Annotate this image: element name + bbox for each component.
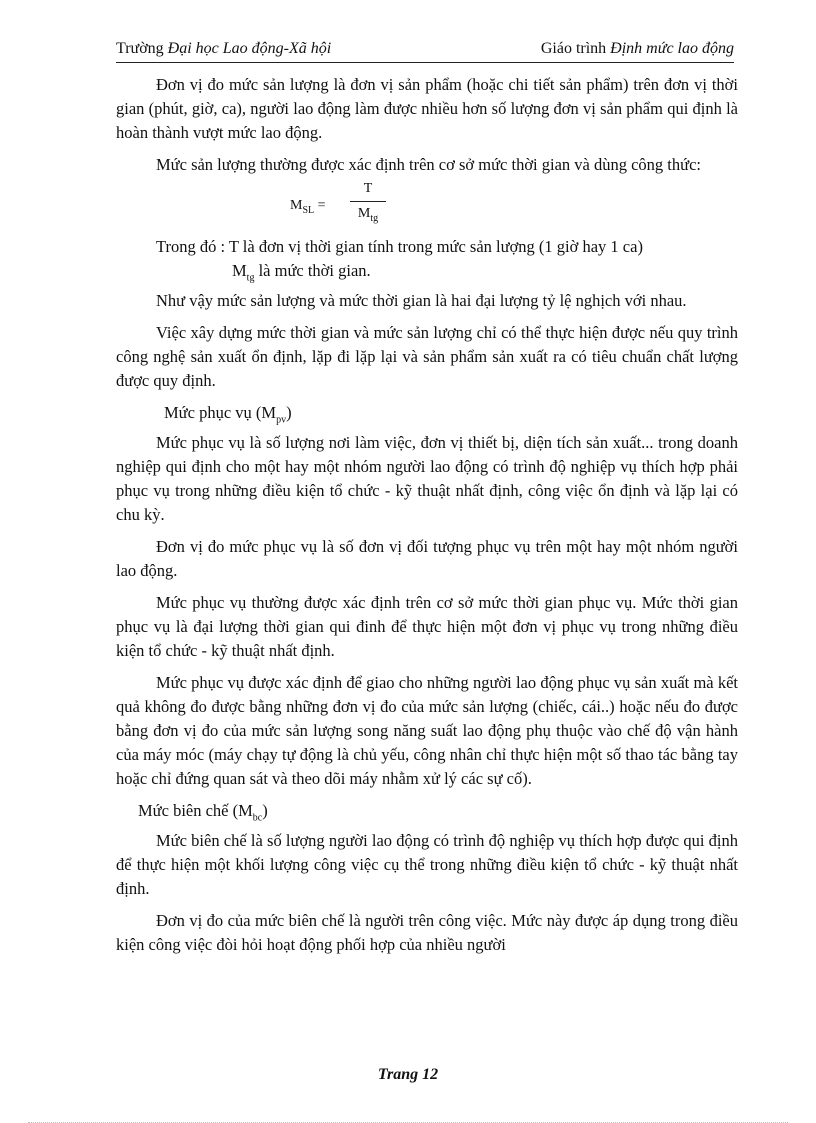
formula-msl <box>116 177 738 235</box>
section-heading-muc-bien-che: Mức biên chế $(M_{bc})$ <box>138 801 268 824</box>
paragraph: Đơn vị đo mức phục vụ là số đơn vị đối tượng phục vụ trên một hay một nhóm người lao động. <box>116 537 738 580</box>
formula-legend <box>116 235 738 283</box>
paragraph: Đơn vị đo mức sản lượng là đơn vị sản phẩm (hoặc chi tiết sản phẩm) trên đơn vị thời gian (phút, giờ, ca), người lao động làm được nhiều hơn số lượng đơn vị sản phẩm qui định là hoàn thành vượt mức lao động. <box>116 75 738 142</box>
page-header <box>116 40 734 63</box>
header-school: Trường Đại học Lao động-Xã hội <box>116 40 332 57</box>
formula-lhs: $M_{SL}$ = <box>290 198 326 216</box>
formula-denominator: $M_{tg}$ <box>357 206 379 224</box>
paragraph: Mức biên chế là số lượng người lao động có trình độ nghiệp vụ thích hợp được qui định để thực hiện một khối lượng công việc cụ thể trong những điều kiện tổ chức - kỹ thuật nhất định. <box>116 831 738 898</box>
paragraph: Mức phục vụ thường được xác định trên cơ sở mức thời gian phục vụ. Mức thời gian phục vụ là đại lượng thời gian qui đinh để thực hiện một đơn vị phục vụ trong những điều kiện tổ chức - kỹ thuật nhất định. <box>116 593 738 660</box>
paragraph: Việc xây dựng mức thời gian và mức sản lượng chỉ có thể thực hiện được nếu quy trình công nghệ sản xuất ổn định, lặp đi lặp lại và sản phẩm sản xuất ra có tiêu chuẩn chất lượng được quy định. <box>116 323 738 390</box>
section-heading-muc-phuc-vu: Mức phục vụ $(M_{pv})$ <box>164 403 292 426</box>
fraction-bar <box>350 201 386 202</box>
paragraph: Mức phục vụ được xác định để giao cho những người lao động phục vụ sản xuất mà kết quả không đo được bằng những đơn vị đo của mức sản lượng (chiếc, cái..) hoặc nếu đo được bằng đơn vị đo của mức sản lượng song năng suất lao động phụ thuộc vào chế độ vận hành của máy móc (máy chạy tự động là chủ yếu, công nhân chỉ thực hiện một số thao tác bằng tay hoặc chỉ đứng quan sát và theo dõi máy nhằm xử lý các sự cố). <box>116 673 738 788</box>
page-number: Trang 12 <box>377 1066 439 1083</box>
formula-numerator: T <box>363 181 373 196</box>
paragraph: Đơn vị đo của mức biên chế là người trên công việc. Mức này được áp dụng trong điều kiện công việc đòi hỏi hoạt động phối hợp của nhiều người <box>116 911 738 954</box>
legend-line: Trong đó : T là đơn vị thời gian tính trong mức sản lượng (1 giờ hay 1 ca) <box>156 237 643 256</box>
legend-line: $M_{tg}$ là mức thời gian. <box>232 261 371 284</box>
paragraph: Mức phục vụ là số lượng nơi làm việc, đơn vị thiết bị, diện tích sản xuất... trong doanh nghiệp qui định cho một hay một nhóm người lao động có trình độ nghiệp vụ thích hợp phải phục vụ trong những điều kiện tổ chức - kỹ thuật nhất định, công việc ổn định và lặp lại có chu kỳ. <box>116 433 738 524</box>
page-body <box>116 73 738 965</box>
paragraph: Như vậy mức sản lượng và mức thời gian là hai đại lượng tỷ lệ nghịch với nhau. <box>156 291 687 310</box>
header-book-title: Giáo trình Định mức lao động <box>540 40 734 57</box>
formula-fraction <box>350 179 386 224</box>
paragraph: Mức sản lượng thường được xác định trên cơ sở mức thời gian và dùng công thức: <box>156 155 701 174</box>
